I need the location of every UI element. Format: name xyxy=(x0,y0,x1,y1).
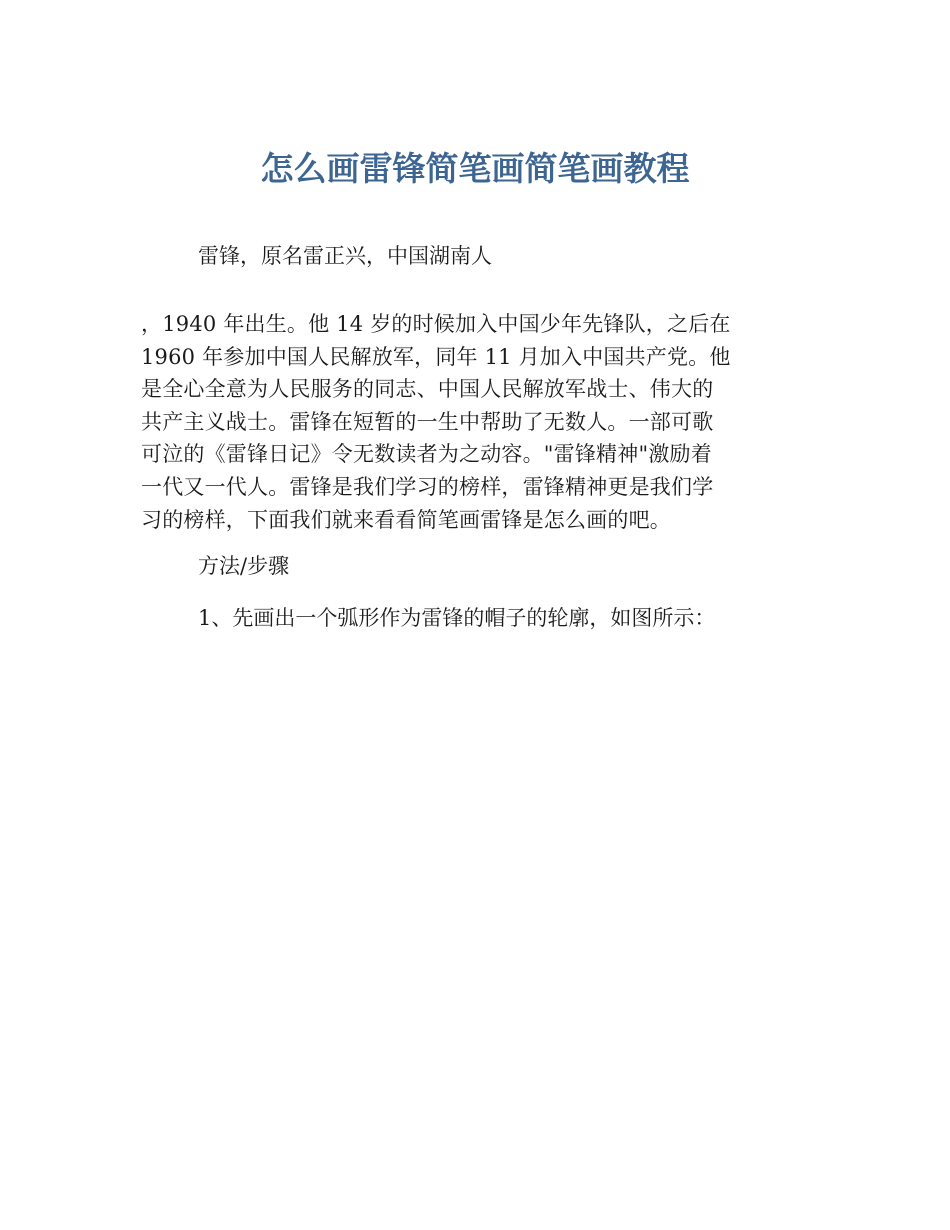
body-line: ，1940 年出生。他 14 岁的时候加入中国少年先锋队，之后在 xyxy=(141,312,731,336)
body-line: 一代又一代人。雷锋是我们学习的榜样，雷锋精神更是我们学 xyxy=(141,474,714,499)
steps-heading: 方法/步骤 xyxy=(198,554,290,578)
body-paragraph xyxy=(141,308,811,536)
body-line: 共产主义战士。雷锋在短暂的一生中帮助了无数人。一部可歌 xyxy=(141,409,714,434)
body-line: 1960 年参加中国人民解放军，同年 11 月加入中国共产党。他 xyxy=(141,344,731,369)
body-line: 可泣的《雷锋日记》令无数读者为之动容。"雷锋精神"激励着 xyxy=(141,442,712,467)
body-line: 是全心全意为人民服务的同志、中国人民解放军战士、伟大的 xyxy=(141,377,714,402)
intro-paragraph: 雷锋，原名雷正兴，中国湖南人 xyxy=(198,244,492,268)
step-1-text: 1、先画出一个弧形作为雷锋的帽子的轮廓，如图所示： xyxy=(198,606,716,630)
document-title: 怎么画雷锋简笔画简笔画教程 xyxy=(260,149,690,188)
body-line: 习的榜样，下面我们就来看看简笔画雷锋是怎么画的吧。 xyxy=(141,507,671,532)
